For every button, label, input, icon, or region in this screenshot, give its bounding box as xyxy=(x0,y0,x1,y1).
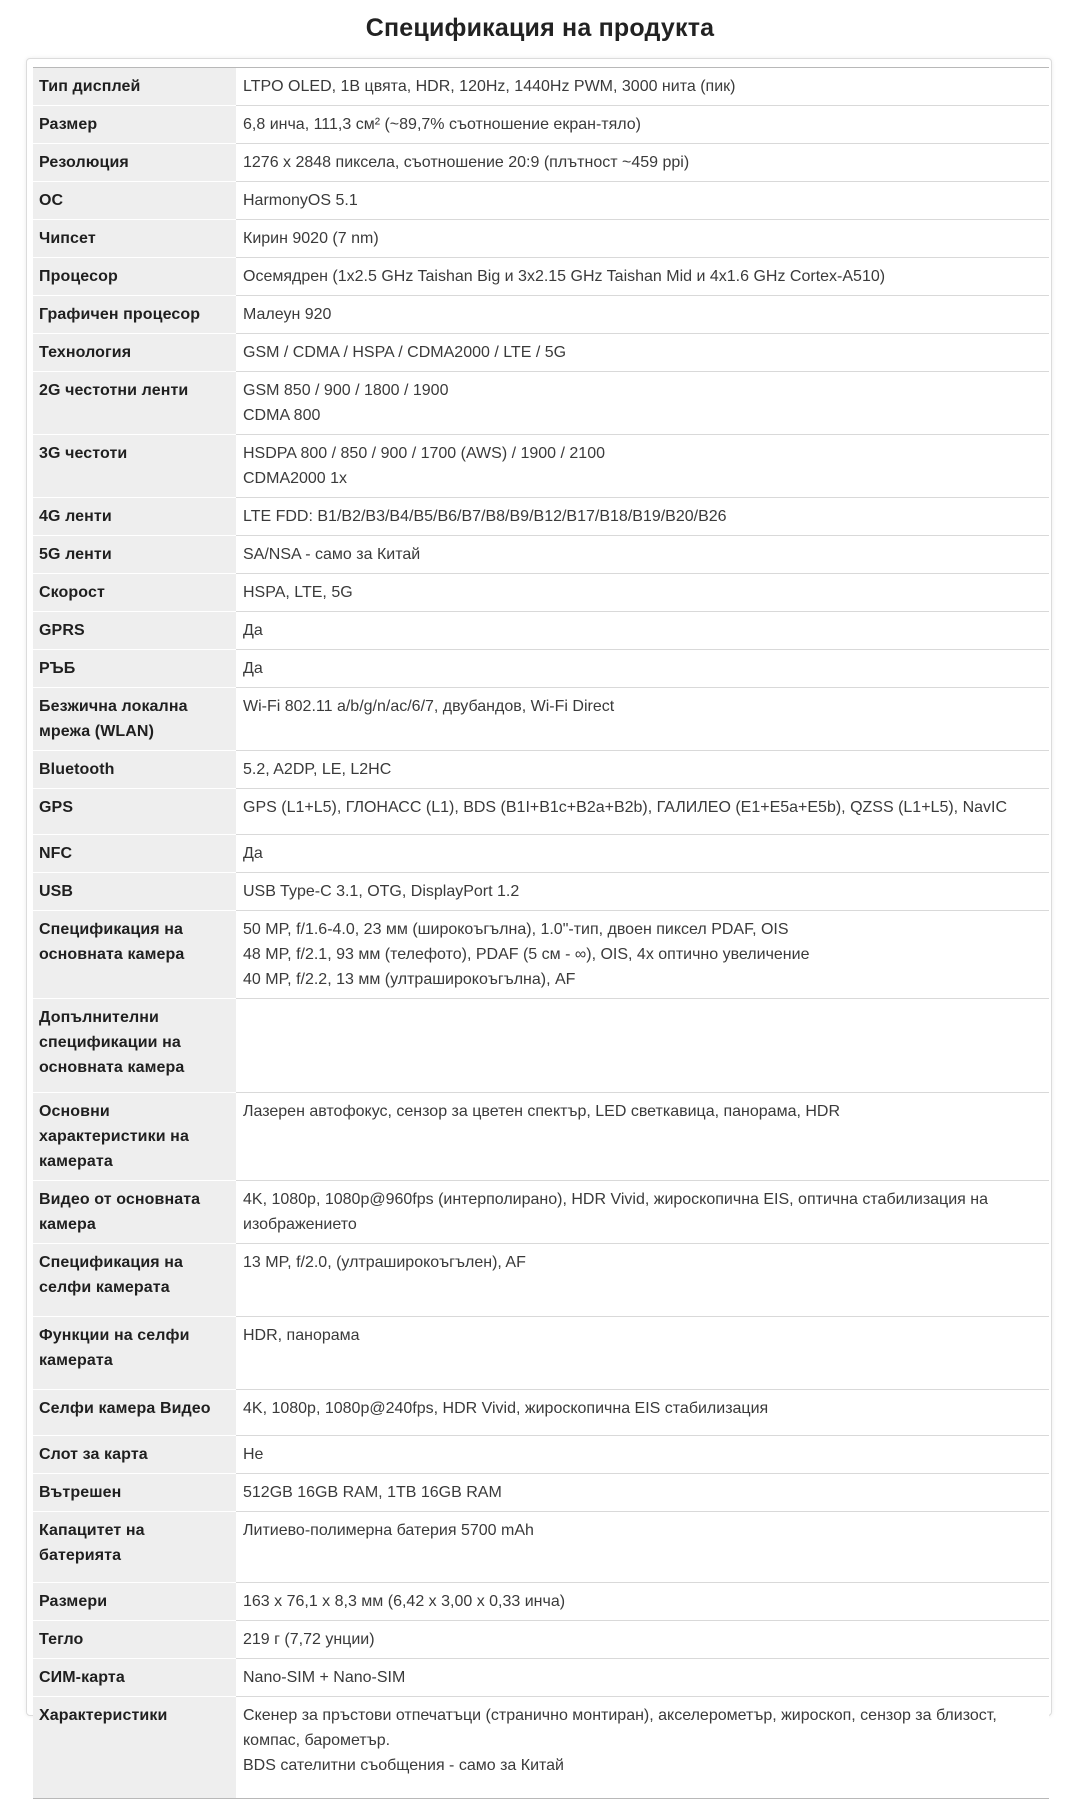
spec-label: Вътрешен xyxy=(33,1474,236,1512)
spec-value xyxy=(236,536,1049,574)
spec-value xyxy=(236,1659,1049,1697)
spec-value-line: Да xyxy=(243,622,263,639)
spec-value-line: Малеун 920 xyxy=(243,306,332,323)
spec-value-line: CDMA 800 xyxy=(243,407,321,424)
spec-value xyxy=(236,1093,1049,1181)
spec-value xyxy=(236,873,1049,911)
spec-row xyxy=(33,372,1049,435)
spec-value xyxy=(236,435,1049,498)
spec-row xyxy=(33,999,1049,1093)
spec-label: СИМ-карта xyxy=(33,1659,236,1697)
spec-row xyxy=(33,1512,1049,1583)
spec-row xyxy=(33,68,1049,106)
spec-row xyxy=(33,574,1049,612)
spec-row xyxy=(33,498,1049,536)
spec-value-line: HSDPA 800 / 850 / 900 / 1700 (AWS) / 1900 / 2100 xyxy=(243,445,605,462)
spec-value-line: 40 MP, f/2.2, 13 мм (ултраширокоъгълна), AF xyxy=(243,971,576,988)
spec-value-line: CDMA2000 1x xyxy=(243,470,348,487)
spec-value-line: Nano-SIM + Nano-SIM xyxy=(243,1669,406,1686)
spec-row xyxy=(33,1659,1049,1697)
spec-label: Резолюция xyxy=(33,144,236,182)
spec-label: Чипсет xyxy=(33,220,236,258)
spec-value xyxy=(236,1621,1049,1659)
spec-label: Слот за карта xyxy=(33,1436,236,1474)
spec-row xyxy=(33,835,1049,873)
spec-label: Bluetooth xyxy=(33,751,236,789)
spec-value xyxy=(236,789,1049,835)
spec-value-line: Лазерен автофокус, сензор за цветен спектър, LED светкавица, панорама, HDR xyxy=(243,1103,841,1120)
spec-row xyxy=(33,220,1049,258)
spec-row xyxy=(33,650,1049,688)
spec-value-line: HDR, панорама xyxy=(243,1327,360,1344)
spec-value xyxy=(236,498,1049,536)
spec-value-line: GSM / CDMA / HSPA / CDMA2000 / LTE / 5G xyxy=(243,344,567,361)
spec-label: Безжична локална мрежа (WLAN) xyxy=(33,688,236,751)
spec-row xyxy=(33,1697,1049,1799)
spec-value-line: 4K, 1080p, 1080p@240fps, HDR Vivid, жироскопична EIS стабилизация xyxy=(243,1400,769,1417)
spec-label: ОС xyxy=(33,182,236,220)
spec-value-line: Литиево-полимерна батерия 5700 mAh xyxy=(243,1522,534,1539)
spec-value xyxy=(236,751,1049,789)
spec-value-line: 48 MP, f/2.1, 93 мм (телефото), PDAF (5 см - ∞), OIS, 4x оптично увеличение xyxy=(243,946,810,963)
spec-value xyxy=(236,999,1049,1093)
spec-label: 5G ленти xyxy=(33,536,236,574)
spec-value xyxy=(236,1697,1049,1799)
spec-value xyxy=(236,68,1049,106)
spec-row xyxy=(33,1244,1049,1317)
spec-label: Спецификация на селфи камерата xyxy=(33,1244,236,1317)
spec-value-line: 1276 x 2848 пиксела, съотношение 20:9 (плътност ~459 ppi) xyxy=(243,154,690,171)
spec-value xyxy=(236,220,1049,258)
spec-label: РЪБ xyxy=(33,650,236,688)
spec-value xyxy=(236,296,1049,334)
spec-value-line: 13 MP, f/2.0, (ултраширокоъгълен), AF xyxy=(243,1254,526,1271)
spec-label: 4G ленти xyxy=(33,498,236,536)
spec-value-line: 6,8 инча, 111,3 см² (~89,7% съотношение екран-тяло) xyxy=(243,116,642,133)
spec-value-line: 5.2, A2DP, LE, L2HC xyxy=(243,761,392,778)
spec-value xyxy=(236,1317,1049,1390)
spec-row xyxy=(33,1390,1049,1436)
spec-value-line: HarmonyOS 5.1 xyxy=(243,192,358,209)
spec-label: Тип дисплей xyxy=(33,68,236,106)
spec-label: Селфи камера Видео xyxy=(33,1390,236,1436)
spec-value-line: Wi-Fi 802.11 a/b/g/n/ac/6/7, двубандов, Wi-Fi Direct xyxy=(243,698,615,715)
spec-value xyxy=(236,650,1049,688)
spec-label: GPS xyxy=(33,789,236,835)
spec-row xyxy=(33,182,1049,220)
spec-value-line: 219 г (7,72 унции) xyxy=(243,1631,375,1648)
spec-value xyxy=(236,1512,1049,1583)
spec-row xyxy=(33,612,1049,650)
spec-label: GPRS xyxy=(33,612,236,650)
spec-row xyxy=(33,536,1049,574)
spec-value xyxy=(236,574,1049,612)
spec-value xyxy=(236,1181,1049,1244)
spec-value-line: HSPA, LTE, 5G xyxy=(243,584,353,601)
spec-label: USB xyxy=(33,873,236,911)
spec-row xyxy=(33,1317,1049,1390)
spec-value-line: GPS (L1+L5), ГЛОНАСС (L1), BDS (B1I+B1c+B2a+B2b), ГАЛИЛЕО (E1+E5a+E5b), QZSS (L1+L5), NavIC xyxy=(243,799,1008,816)
spec-value-line: Не xyxy=(243,1446,264,1463)
spec-value xyxy=(236,1390,1049,1436)
spec-label: Процесор xyxy=(33,258,236,296)
spec-card xyxy=(26,58,1052,1774)
spec-row xyxy=(33,435,1049,498)
spec-value-line: 163 x 76,1 x 8,3 мм (6,42 x 3,00 x 0,33 инча) xyxy=(243,1593,566,1610)
spec-value-line: Осемядрен (1x2.5 GHz Taishan Big и 3x2.15 GHz Taishan Mid и 4x1.6 GHz Cortex-A510) xyxy=(243,268,886,285)
spec-value xyxy=(236,1583,1049,1621)
spec-row xyxy=(33,1583,1049,1621)
spec-value-line: Кирин 9020 (7 nm) xyxy=(243,230,379,247)
spec-label: NFC xyxy=(33,835,236,873)
spec-row xyxy=(33,1474,1049,1512)
spec-label: Основни характеристики на камерата xyxy=(33,1093,236,1181)
spec-row xyxy=(33,144,1049,182)
spec-value-line: 4K, 1080p, 1080p@960fps (интерполирано), HDR Vivid, жироскопична EIS, оптична стабилизация на изображението xyxy=(243,1191,988,1233)
spec-label: Технология xyxy=(33,334,236,372)
spec-value xyxy=(236,612,1049,650)
spec-value xyxy=(236,835,1049,873)
spec-label: Функции на селфи камерата xyxy=(33,1317,236,1390)
spec-label: 2G честотни ленти xyxy=(33,372,236,435)
spec-row xyxy=(33,334,1049,372)
spec-row xyxy=(33,1181,1049,1244)
spec-row xyxy=(33,873,1049,911)
spec-value-line: SA/NSA - само за Китай xyxy=(243,546,421,563)
spec-value-line: USB Type-C 3.1, OTG, DisplayPort 1.2 xyxy=(243,883,520,900)
spec-table xyxy=(33,67,1049,1799)
spec-row xyxy=(33,106,1049,144)
spec-row xyxy=(33,1093,1049,1181)
spec-value xyxy=(236,1244,1049,1317)
spec-label: Тегло xyxy=(33,1621,236,1659)
spec-value-line: Да xyxy=(243,660,263,677)
spec-row xyxy=(33,296,1049,334)
spec-label: Размер xyxy=(33,106,236,144)
spec-row xyxy=(33,751,1049,789)
spec-value xyxy=(236,688,1049,751)
spec-label: Скорост xyxy=(33,574,236,612)
spec-value-line: 50 MP, f/1.6-4.0, 23 мм (широкоъгълна), 1.0"-тип, двоен пиксел PDAF, OIS xyxy=(243,921,789,938)
spec-row xyxy=(33,1621,1049,1659)
spec-label: Графичен процесор xyxy=(33,296,236,334)
spec-row xyxy=(33,911,1049,999)
spec-value xyxy=(236,372,1049,435)
spec-value-line: BDS сателитни съобщения - само за Китай xyxy=(243,1757,564,1774)
spec-row xyxy=(33,1436,1049,1474)
spec-label: Размери xyxy=(33,1583,236,1621)
spec-label: Видео от основната камера xyxy=(33,1181,236,1244)
spec-value xyxy=(236,334,1049,372)
spec-value-line: Скенер за пръстови отпечатъци (странично монтиран), акселерометър, жироскоп, сензор за близост, компас, барометър. xyxy=(243,1707,997,1749)
spec-value xyxy=(236,1474,1049,1512)
spec-value xyxy=(236,258,1049,296)
spec-value xyxy=(236,144,1049,182)
spec-label: Характеристики xyxy=(33,1697,236,1799)
spec-label: Капацитет на батерията xyxy=(33,1512,236,1583)
spec-value-line: 512GB 16GB RAM, 1TB 16GB RAM xyxy=(243,1484,502,1501)
spec-label: Спецификация на основната камера xyxy=(33,911,236,999)
spec-label: 3G честоти xyxy=(33,435,236,498)
spec-row xyxy=(33,688,1049,751)
spec-value-line: GSM 850 / 900 / 1800 / 1900 xyxy=(243,382,449,399)
page-title: Спецификация на продукта xyxy=(365,14,715,42)
spec-value-line: LTE FDD: B1/B2/B3/B4/B5/B6/B7/B8/B9/B12/B17/B18/B19/B20/B26 xyxy=(243,508,727,525)
spec-row xyxy=(33,789,1049,835)
spec-value-line: Да xyxy=(243,845,263,862)
spec-value xyxy=(236,182,1049,220)
spec-label: Допълнителни спецификации на основната камера xyxy=(33,999,236,1093)
spec-value xyxy=(236,1436,1049,1474)
spec-value-line: LTPO OLED, 1B цвята, HDR, 120Hz, 1440Hz PWM, 3000 нита (пик) xyxy=(243,78,736,95)
spec-row xyxy=(33,258,1049,296)
spec-value xyxy=(236,911,1049,999)
spec-value xyxy=(236,106,1049,144)
